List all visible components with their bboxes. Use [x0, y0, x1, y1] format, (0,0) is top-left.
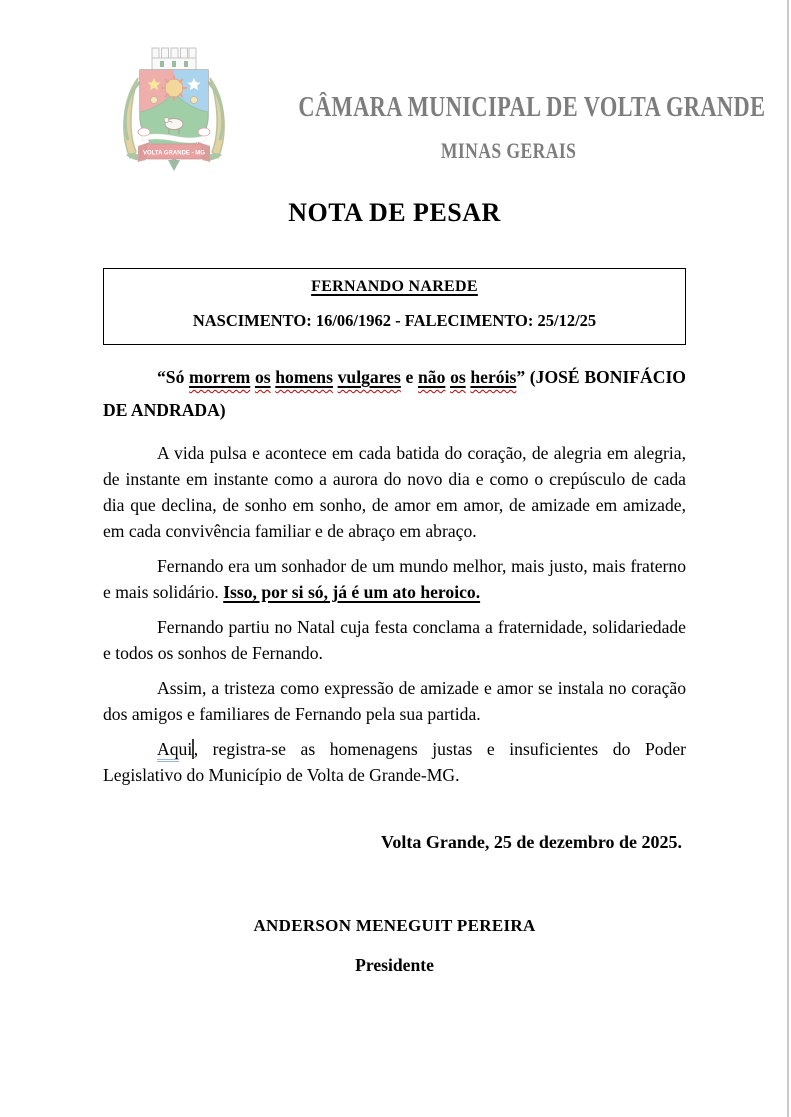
logo-banner-text: VOLTA GRANDE - MG [143, 150, 205, 157]
deceased-info-box[interactable] [103, 268, 686, 345]
date-place-line[interactable]: Volta Grande, 25 de dezembro de 2025. [381, 832, 682, 852]
state-name-text: MINAS GERAIS [440, 138, 577, 163]
signature-name[interactable]: ANDERSON MENEGUIT PEREIRA [253, 916, 536, 935]
document-title[interactable]: NOTA DE PESAR [288, 198, 501, 227]
deceased-name[interactable]: FERNANDO NAREDE [311, 278, 478, 295]
signature-role[interactable]: Presidente [355, 955, 434, 975]
body-paragraph-1[interactable]: A vida pulsa e acontece em cada batida do coração, de alegria em alegria, de instante em instante como a aurora do novo dia e como o crepúsculo de cada dia que declina, de sonho em sonho, de amor em amor, de amizade em amizade, em cada convivência familiar e de abraço em abraço. [103, 443, 686, 541]
quote-paragraph[interactable]: “Só morrem os homens vulgares e não os heróis” (JOSÉ BONIFÁCIO DE ANDRADA) [103, 367, 686, 420]
body-paragraph-3[interactable]: Fernando partiu no Natal cuja festa conclama a fraternidade, solidariedade e todos os sonhos de Fernando. [103, 617, 686, 663]
page-right-edge [787, 0, 789, 1117]
org-name-text: CÂMARA MUNICIPAL DE VOLTA GRANDE [298, 92, 766, 123]
document-body[interactable] [103, 0, 686, 976]
body-paragraph-4[interactable]: Assim, a tristeza como expressão de amizade e amor se instala no coração dos amigos e familiares de Fernando pela sua partida. [103, 678, 686, 724]
body-paragraph-2[interactable]: Fernando era um sonhador de um mundo melhor, mais justo, mais fraterno e mais solidário. Isso, por si só, já é um ato heroico. [103, 556, 686, 602]
body-paragraph-5[interactable]: Aqui, registra-se as homenagens justas e insuficientes do Poder Legislativo do Município de Volta de Grande-MG. [103, 739, 686, 785]
deceased-dates-line[interactable]: NASCIMENTO: 16/06/1962 - FALECIMENTO: 25/12/25 [192, 311, 597, 330]
